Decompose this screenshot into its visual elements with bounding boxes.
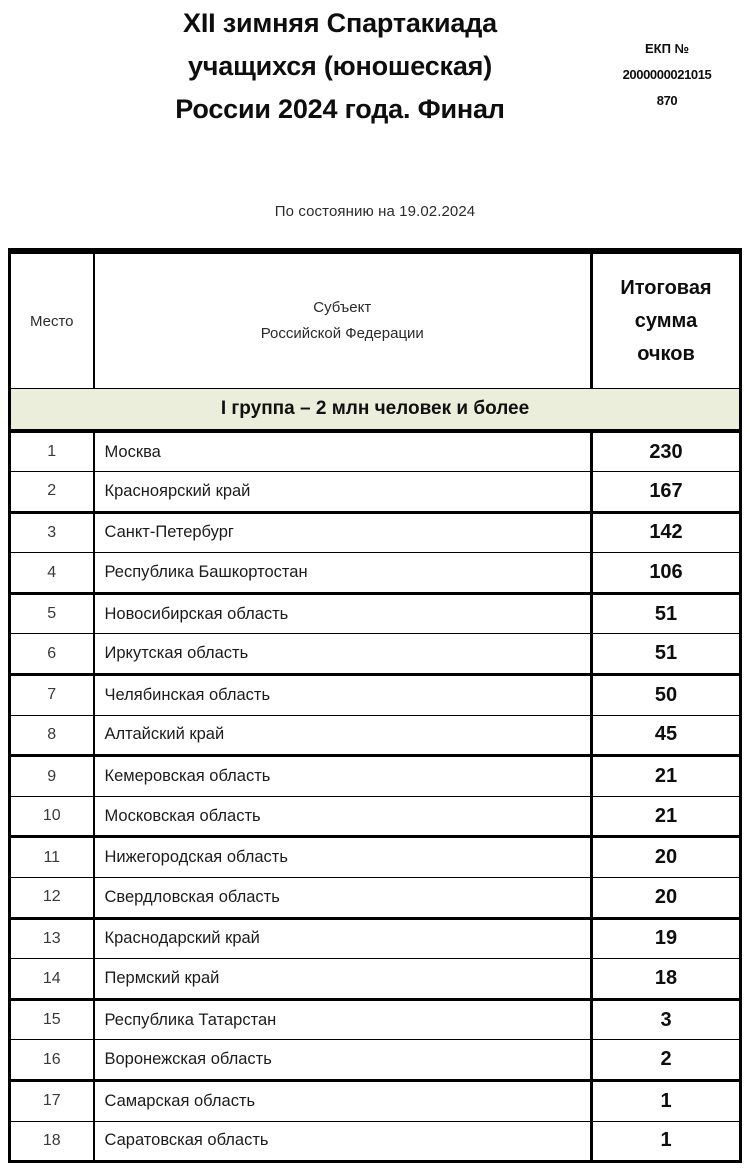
cell-subject: Кемеровская область: [94, 756, 592, 797]
table-row: [10, 837, 741, 878]
cell-total-points: 230: [592, 431, 741, 472]
column-header-place: Место: [10, 254, 94, 389]
column-header-points-line-2: сумма: [634, 309, 698, 332]
cell-subject: Красноярский край: [94, 472, 592, 513]
table-row: [10, 1081, 741, 1122]
column-header-total-points: [592, 254, 741, 389]
cell-total-points: 3: [592, 999, 741, 1040]
cell-total-points: 1: [592, 1121, 741, 1162]
table-row: [10, 1040, 741, 1081]
cell-subject: Свердловская область: [94, 878, 592, 919]
cell-total-points: 51: [592, 634, 741, 675]
table-row: [10, 431, 741, 472]
cell-place: 11: [10, 837, 94, 878]
document-header: [0, 0, 750, 185]
cell-total-points: 18: [592, 959, 741, 1000]
standings-table-body: [10, 389, 741, 1162]
table-row: [10, 756, 741, 797]
cell-subject: Саратовская область: [94, 1121, 592, 1162]
cell-subject: Республика Татарстан: [94, 999, 592, 1040]
cell-subject: Пермский край: [94, 959, 592, 1000]
table-row: [10, 472, 741, 513]
cell-subject: Москва: [94, 431, 592, 472]
cell-place: 10: [10, 796, 94, 837]
cell-place: 2: [10, 472, 94, 513]
table-row: [10, 512, 741, 553]
cell-place: 8: [10, 715, 94, 756]
cell-place: 14: [10, 959, 94, 1000]
cell-total-points: 106: [592, 553, 741, 594]
cell-subject: Новосибирская область: [94, 593, 592, 634]
table-row: [10, 715, 741, 756]
column-header-subject-line-1: Субъект: [313, 299, 372, 316]
cell-total-points: 21: [592, 796, 741, 837]
cell-place: 4: [10, 553, 94, 594]
cell-subject: Воронежская область: [94, 1040, 592, 1081]
cell-total-points: 50: [592, 675, 741, 716]
cell-subject: Республика Башкортостан: [94, 553, 592, 594]
column-header-points-line-3: очков: [637, 342, 695, 365]
cell-subject: Челябинская область: [94, 675, 592, 716]
cell-subject: Нижегородская область: [94, 837, 592, 878]
cell-total-points: 20: [592, 837, 741, 878]
cell-place: 16: [10, 1040, 94, 1081]
cell-place: 9: [10, 756, 94, 797]
cell-subject: Московская область: [94, 796, 592, 837]
page-title: [60, 2, 620, 131]
cell-total-points: 142: [592, 512, 741, 553]
cell-subject: Краснодарский край: [94, 918, 592, 959]
cell-place: 15: [10, 999, 94, 1040]
cell-place: 1: [10, 431, 94, 472]
column-header-subject-line-2: Российской Федерации: [260, 325, 424, 342]
title-line-1: XII зимняя Спартакиада: [183, 8, 497, 38]
table-row: [10, 959, 741, 1000]
cell-total-points: 20: [592, 878, 741, 919]
cell-place: 3: [10, 512, 94, 553]
cell-total-points: 19: [592, 918, 741, 959]
cell-place: 6: [10, 634, 94, 675]
table-row: [10, 999, 741, 1040]
table-header-row: [10, 254, 741, 389]
cell-total-points: 2: [592, 1040, 741, 1081]
cell-total-points: 1: [592, 1081, 741, 1122]
cell-place: 18: [10, 1121, 94, 1162]
ekp-number-line-2: 870: [656, 93, 678, 108]
cell-place: 13: [10, 918, 94, 959]
table-row: [10, 878, 741, 919]
cell-subject: Алтайский край: [94, 715, 592, 756]
ekp-number-block: [588, 36, 746, 114]
table-row: [10, 796, 741, 837]
standings-table-container: [8, 248, 742, 1163]
cell-subject: Самарская область: [94, 1081, 592, 1122]
cell-place: 7: [10, 675, 94, 716]
title-line-2: учащихся (юношеская): [187, 51, 492, 81]
cell-place: 12: [10, 878, 94, 919]
cell-total-points: 51: [592, 593, 741, 634]
title-line-3: России 2024 года. Финал: [175, 94, 505, 124]
table-row: [10, 634, 741, 675]
cell-subject: Санкт-Петербург: [94, 512, 592, 553]
ekp-number-line-1: 2000000021015: [622, 67, 712, 82]
cell-place: 5: [10, 593, 94, 634]
table-row: [10, 553, 741, 594]
standings-table: [8, 253, 742, 1163]
cell-total-points: 21: [592, 756, 741, 797]
group-banner-row: [10, 389, 741, 432]
table-row: [10, 593, 741, 634]
table-row: [10, 675, 741, 716]
table-row: [10, 918, 741, 959]
status-date: По состоянию на 19.02.2024: [274, 203, 476, 220]
cell-total-points: 167: [592, 472, 741, 513]
cell-total-points: 45: [592, 715, 741, 756]
group-banner-label: I группа – 2 млн человек и более: [10, 389, 741, 432]
cell-subject: Иркутская область: [94, 634, 592, 675]
cell-place: 17: [10, 1081, 94, 1122]
column-header-subject: [94, 254, 592, 389]
ekp-label: ЕКП №: [644, 41, 690, 56]
table-row: [10, 1121, 741, 1162]
column-header-points-line-1: Итоговая: [620, 276, 712, 299]
